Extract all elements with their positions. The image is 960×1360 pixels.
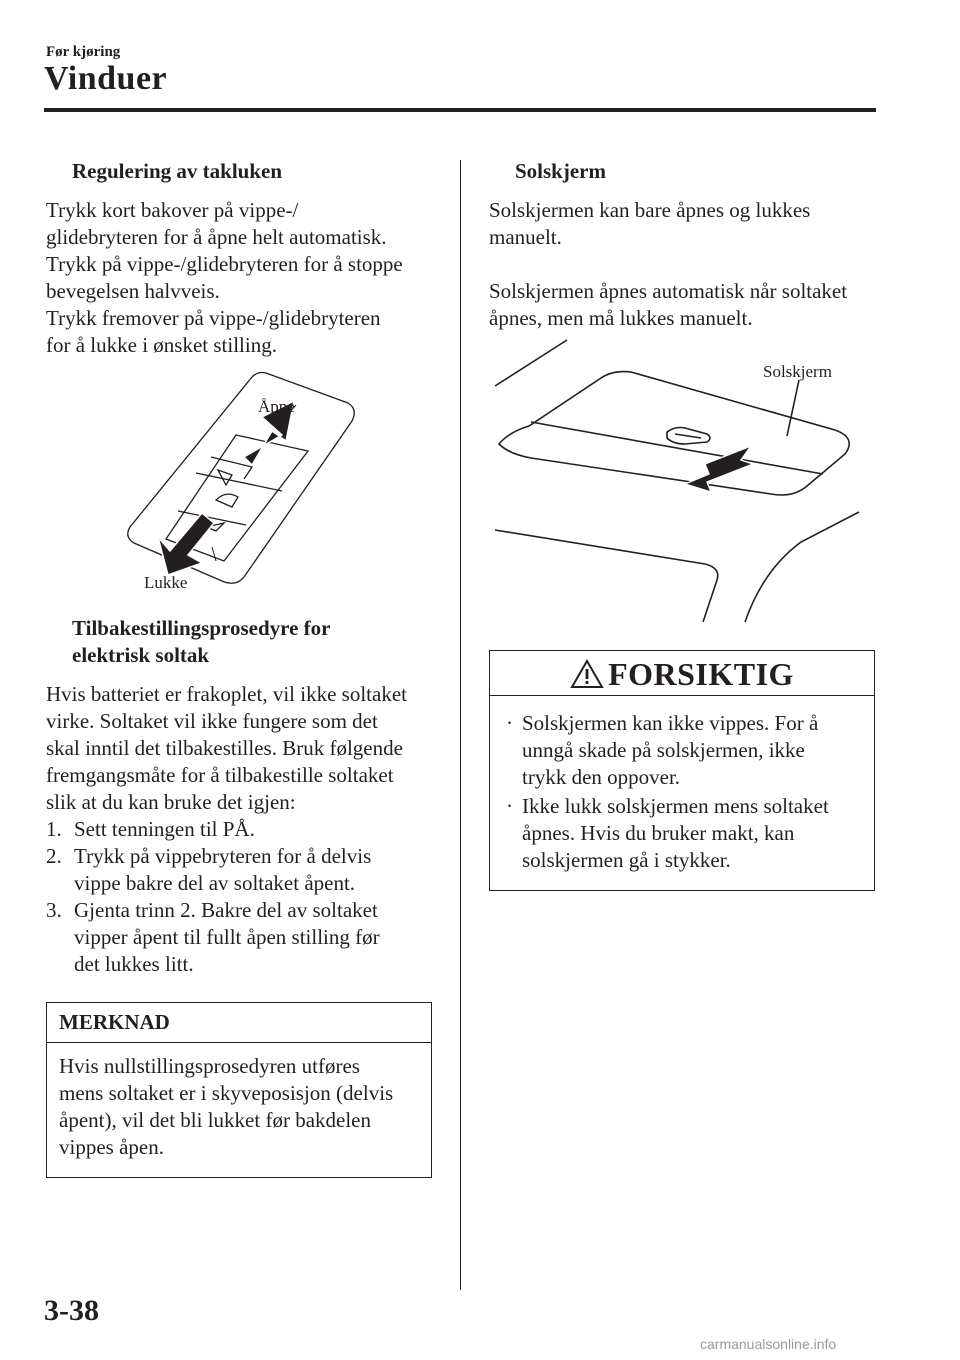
heading-tilt-slide: Regulering av takluken — [72, 159, 283, 183]
note-title: MERKNAD — [47, 1003, 431, 1043]
text-line: åpent), vil det bli lukket før bakdelen — [59, 1108, 371, 1132]
text-line: Solskjermen kan bare åpnes og lukkes — [489, 198, 811, 222]
step-number: 1. — [46, 817, 62, 841]
close-arrow-icon — [158, 513, 214, 575]
tilt-slide-switch-illustration — [46, 365, 434, 597]
section-label: Før kjøring — [46, 44, 121, 60]
text-line: Hvis nullstillingsprosedyren utføres — [59, 1054, 360, 1078]
column-divider — [460, 160, 461, 1290]
step-number: 2. — [46, 844, 62, 868]
slide-arrow-icon — [685, 446, 753, 492]
text-line: Trykk på vippe-/glidebryteren for å stoppe — [46, 252, 403, 276]
text-line: mens soltaket er i skyveposisjon (delvis — [59, 1081, 394, 1105]
text-line: slik at du kan bruke det igjen: — [46, 790, 296, 814]
list-item — [506, 793, 858, 874]
text-line: virke. Soltaket vil ikke fungere som det — [46, 709, 378, 733]
text-line: Gjenta trinn 2. Bakre del av soltaket — [74, 898, 378, 922]
page-number: 3-38 — [44, 1294, 99, 1327]
note-box — [46, 1002, 432, 1178]
text-line: bevegelsen halvveis. — [46, 279, 220, 303]
text-line: for å lukke i ønsket stilling. — [46, 333, 277, 357]
text-line: Trykk kort bakover på vippe-/ — [46, 198, 299, 222]
paragraph-sunshade-auto — [489, 278, 877, 332]
text-line: skal inntil det tilbakestilles. Bruk følgende — [46, 736, 403, 760]
text-line: Hvis batteriet er frakoplet, vil ikke soltaket — [46, 682, 407, 706]
text-line: fremgangsmåte for å tilbakestille soltaket — [46, 763, 394, 787]
list-item — [46, 897, 434, 978]
chapter-title: Vinduer — [44, 60, 168, 97]
label-close: Lukke — [144, 573, 188, 592]
text-line: glidebryteren for å åpne helt automatisk. — [46, 225, 387, 249]
heading-line: Tilbakestillingsprosedyre for — [72, 616, 331, 640]
label-open: Åpne — [258, 397, 295, 416]
sunshade-figure — [489, 334, 877, 624]
text-line: manuelt. — [489, 225, 562, 249]
caution-title: FORSIKTIG — [608, 655, 794, 692]
text-line: Sett tenningen til PÅ. — [74, 817, 255, 841]
right-column — [489, 158, 877, 891]
list-item — [46, 843, 434, 897]
text-line: trykk den oppover. — [522, 765, 681, 789]
text-line: Trykk på vippebryteren for å delvis — [74, 844, 372, 868]
reset-steps-list — [46, 816, 434, 978]
bullet-dot: · — [506, 794, 513, 818]
text-line: åpnes, men må lukkes manuelt. — [489, 306, 753, 330]
switch-figure — [46, 365, 434, 597]
text-line: Ikke lukk solskjermen mens soltaket — [522, 794, 829, 818]
list-item — [506, 710, 858, 791]
note-body — [47, 1043, 431, 1177]
left-column — [46, 158, 434, 1178]
text-line: vippe bakre del av soltaket åpent. — [74, 871, 356, 895]
list-item — [46, 816, 434, 843]
watermark: carmanualsonline.info — [700, 1336, 837, 1352]
step-number: 3. — [46, 898, 62, 922]
paragraph-reset — [46, 681, 434, 816]
text-line: åpnes. Hvis du bruker makt, kan — [522, 821, 795, 845]
header-rule — [44, 108, 876, 112]
text-line: Trykk fremover på vippe-/glidebryteren — [46, 306, 381, 330]
caution-box — [489, 650, 875, 891]
text-line: vippes åpen. — [59, 1135, 164, 1159]
heading-line: elektrisk soltak — [72, 643, 210, 667]
paragraph-sunshade-manual — [489, 197, 877, 251]
caution-body — [490, 696, 874, 890]
heading-sunshade: Solskjerm — [515, 159, 606, 183]
heading-reset-procedure — [46, 615, 434, 669]
text-line: vipper åpent til fullt åpen stilling før — [74, 925, 380, 949]
label-sunshade: Solskjerm — [763, 362, 832, 381]
text-line: unngå skade på solskjermen, ikke — [522, 738, 805, 762]
paragraph-tilt-slide — [46, 197, 434, 359]
text-line: solskjermen gå i stykker. — [522, 848, 731, 872]
text-line: Solskjermen kan ikke vippes. For å — [522, 711, 819, 735]
warning-triangle-icon — [570, 659, 604, 689]
caution-header — [490, 651, 874, 696]
bullet-dot: · — [506, 711, 513, 735]
text-line: det lukkes litt. — [74, 952, 194, 976]
text-line: Solskjermen åpnes automatisk når soltaket — [489, 279, 848, 303]
